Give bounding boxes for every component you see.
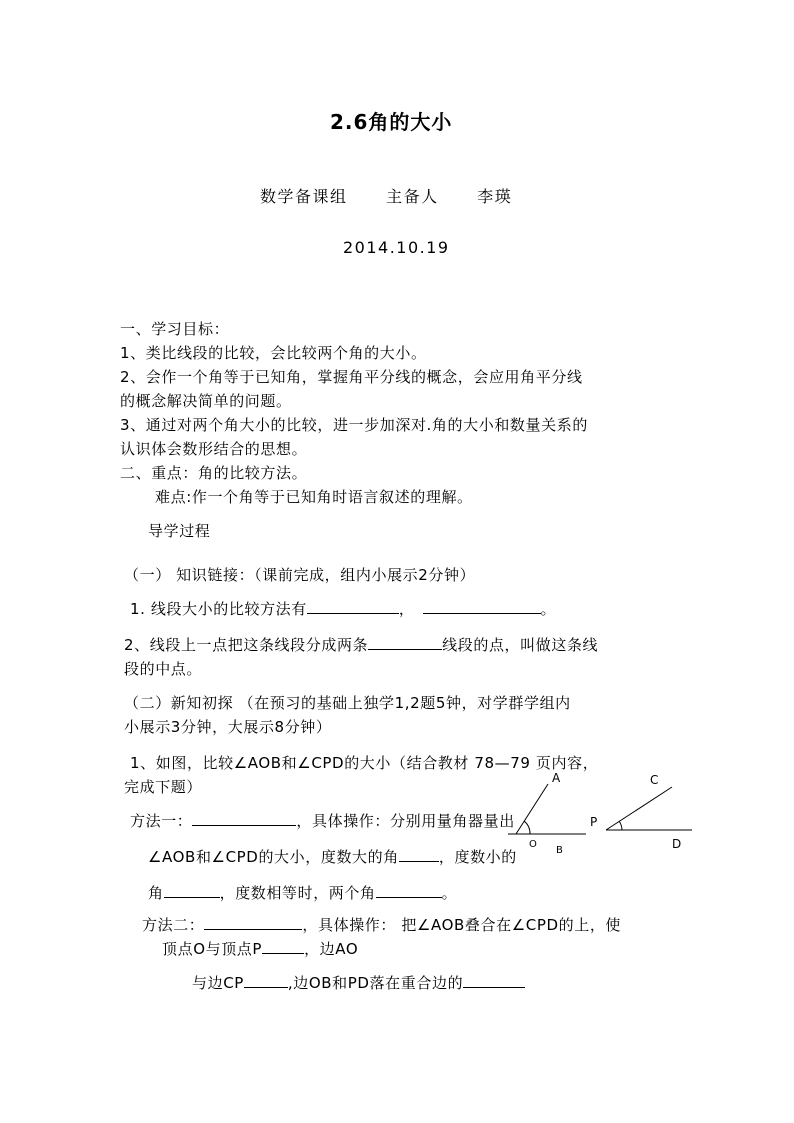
- ray-oa: [516, 784, 548, 834]
- question-1-end: 。: [540, 600, 557, 618]
- method-1-text-3a: 角: [148, 884, 164, 902]
- label-p: P: [590, 815, 598, 829]
- method-2-line-2: [162, 938, 358, 959]
- method-1-text-2a: ∠AOB和∠CPD的大小，度数大的角: [148, 848, 399, 866]
- answer-blank[interactable]: [463, 973, 525, 988]
- method-1-line-2: [148, 846, 517, 867]
- goal-3-line-1: 3、通过对两个角大小的比较，进一步加深对.角的大小和数量关系的: [120, 416, 588, 434]
- method-1-line-1: [130, 810, 515, 831]
- new-knowledge-heading-1: （二）新知初探 （在预习的基础上独学1,2题5钟，对学群学组内: [124, 694, 571, 712]
- question-1-text: 1. 线段大小的比较方法有: [130, 600, 307, 618]
- arc-cpd: [619, 821, 622, 830]
- label-d: D: [672, 837, 682, 851]
- method-2-text: ，具体操作： 把∠AOB叠合在∠CPD的上，使: [302, 916, 622, 934]
- method-2-text-2b: ，边AO: [304, 940, 359, 958]
- method-2-text-3b: ,边OB和PD落在重合边的: [287, 974, 464, 992]
- difficulty: 难点:作一个角等于已知角时语言叙述的理解。: [155, 488, 473, 506]
- answer-blank[interactable]: [368, 635, 442, 650]
- answer-blank[interactable]: [399, 847, 439, 862]
- authors-line: [260, 184, 512, 207]
- method-1-text-3c: 。: [441, 884, 458, 902]
- answer-blank[interactable]: [192, 811, 296, 826]
- method-2-label: 方法二：: [142, 916, 205, 934]
- answer-blank[interactable]: [262, 939, 304, 954]
- goal-3-line-2: 认识体会数形结合的思想。: [120, 440, 308, 458]
- answer-blank[interactable]: [164, 883, 220, 898]
- doc-date: 2014.10.19: [343, 238, 450, 257]
- method-1-text-2b: ，度数小的: [438, 848, 517, 866]
- method-1-label: 方法一：: [130, 812, 193, 830]
- label-b: B: [556, 845, 563, 856]
- goal-2-line-2: 的概念解决简单的问题。: [120, 392, 292, 410]
- method-1-line-3: [148, 882, 457, 903]
- page-title: 2.6角的大小: [330, 110, 453, 134]
- task-1-line-2: 完成下题）: [124, 778, 203, 796]
- guided-process-heading: 导学过程: [148, 522, 211, 540]
- question-1-sep: ，: [398, 600, 415, 618]
- question-1: [130, 598, 556, 619]
- method-2-text-3a: 与边CP: [192, 974, 244, 992]
- ray-pc: [606, 787, 672, 830]
- section-objectives-heading: 一、学习目标：: [120, 320, 230, 338]
- question-2-text: 2、线段上一点把这条线段分成两条: [124, 636, 369, 654]
- task-1-line-1: 1、如图，比较∠AOB和∠CPD的大小（结合教材 78—79 页内容，: [130, 754, 599, 772]
- preparer-label: 主备人: [386, 187, 439, 206]
- answer-blank[interactable]: [244, 973, 288, 988]
- new-knowledge-heading-2: 小展示3分钟，大展示8分钟）: [124, 718, 332, 736]
- preparer-name: 李瑛: [477, 187, 513, 206]
- label-a: A: [552, 771, 561, 785]
- answer-blank[interactable]: [423, 599, 541, 614]
- question-2-line-2: 段的中点。: [124, 660, 203, 678]
- method-1-text: ，具体操作：分别用量角器量出: [296, 812, 515, 830]
- question-2-text-b: 线段的点，叫做这条线: [442, 636, 599, 654]
- method-1-text-3b: ，度数相等时，两个角: [219, 884, 376, 902]
- knowledge-link-heading: （一） 知识链接：（课前完成，组内小展示2分钟）: [124, 566, 476, 584]
- label-o: O: [529, 839, 537, 850]
- goal-2-line-1: 2、会作一个角等于已知角，掌握角平分线的概念，会应用角平分线: [120, 368, 583, 386]
- method-2-text-2a: 顶点O与顶点P: [162, 940, 263, 958]
- answer-blank[interactable]: [307, 599, 399, 614]
- goal-1: 1、类比线段的比较，会比较两个角的大小。: [120, 344, 427, 362]
- method-2-line-3: [192, 972, 525, 993]
- arc-aob: [524, 821, 530, 834]
- key-point: 二、重点：角的比较方法。: [120, 464, 308, 482]
- question-2-line-1: [124, 634, 598, 655]
- label-c: C: [650, 773, 659, 787]
- answer-blank[interactable]: [204, 915, 302, 930]
- answer-blank[interactable]: [376, 883, 442, 898]
- method-2-line-1: [142, 914, 621, 935]
- group-name: 数学备课组: [260, 187, 348, 206]
